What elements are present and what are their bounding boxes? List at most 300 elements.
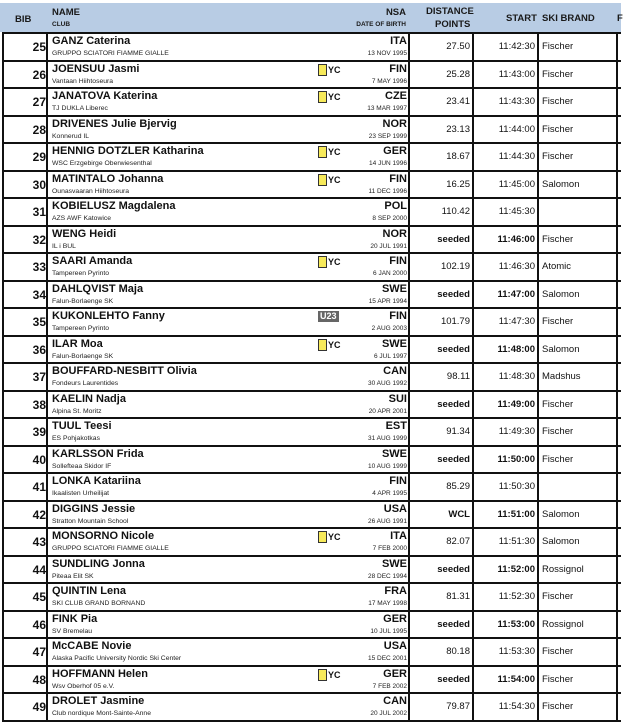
bib-number: 25	[32, 40, 46, 54]
athlete-nsa: GER	[383, 667, 407, 680]
column-divider	[472, 89, 474, 115]
badge-label: YC	[328, 64, 341, 75]
column-divider	[537, 529, 539, 555]
column-divider	[408, 309, 410, 335]
column-divider	[472, 172, 474, 198]
column-divider	[46, 447, 48, 473]
header-ski-brand: SKI BRAND	[542, 13, 595, 24]
bib-number: 44	[32, 562, 46, 577]
distance-points: 18.67	[446, 151, 470, 162]
bib-number: 37	[32, 370, 46, 384]
athlete-club: Vantaan Hiihtoseura	[52, 77, 114, 85]
badge-label: YC	[328, 532, 341, 542]
column-divider	[408, 392, 410, 418]
table-row	[2, 694, 621, 722]
column-divider	[472, 447, 474, 473]
athlete-club: GRUPPO SCIATORI FIAMME GIALLE	[52, 50, 169, 57]
athlete-club: Alpina St. Moritz	[52, 407, 102, 415]
athlete-nsa: ITA	[390, 530, 407, 542]
table-row	[2, 227, 621, 255]
table-row	[2, 172, 621, 200]
ski-brand: Fischer	[542, 453, 574, 465]
athlete-club: IL i BUL	[52, 242, 76, 250]
athlete-club: SV Bremelau	[52, 627, 93, 635]
ski-brand: Fischer	[542, 68, 574, 80]
column-divider	[537, 447, 539, 473]
start-time: 11:47:30	[498, 316, 535, 327]
column-divider	[616, 34, 618, 60]
athlete-club: WSC Erzgebirge Oberwiesenthal	[52, 160, 152, 167]
column-divider	[46, 557, 48, 583]
bib-number: 43	[32, 535, 46, 549]
athlete-club: ES Pohjakotkas	[52, 435, 100, 442]
column-divider	[472, 584, 474, 610]
athlete-dob: 23 SEP 1999	[368, 132, 407, 140]
start-time: 11:54:30	[498, 701, 535, 712]
column-divider	[46, 474, 48, 500]
column-divider	[472, 144, 474, 170]
distance-points: 85.29	[446, 481, 470, 492]
table-row	[2, 639, 621, 667]
athlete-club: Sollefteaa Skidor IF	[52, 462, 112, 470]
athlete-dob: 7 FEB 2000	[372, 545, 407, 552]
column-divider	[46, 529, 48, 555]
athlete-nsa: EST	[385, 420, 407, 432]
distance-points: seeded	[437, 233, 470, 245]
athlete-name: MONSORNO Nicole	[52, 530, 155, 542]
header-name: NAME	[52, 7, 80, 18]
athlete-nsa: SWE	[381, 282, 407, 295]
athlete-nsa: ITA	[390, 35, 407, 47]
column-divider	[616, 337, 618, 363]
start-time: 11:50:00	[497, 453, 535, 465]
distance-points: 102.19	[440, 261, 470, 272]
column-divider	[537, 62, 539, 88]
yc-badge	[318, 531, 341, 543]
table-row	[2, 309, 621, 337]
athlete-club: Alaska Pacific University Nordic Ski Center	[52, 655, 182, 662]
column-divider	[472, 62, 474, 88]
ski-brand: Salomon	[542, 343, 580, 355]
athlete-dob: 31 AUG 1999	[367, 435, 407, 442]
yc-badge	[318, 339, 341, 351]
column-divider	[472, 199, 474, 225]
bib-number: 41	[32, 480, 46, 494]
athlete-club: Wsv Oberhof 05 e.V.	[52, 682, 115, 690]
athlete-dob: 17 MAY 1998	[368, 600, 407, 607]
yc-square-icon	[318, 339, 327, 351]
athlete-club: Club nordique Mont-Sainte-Anne	[52, 710, 151, 717]
yc-square-icon	[318, 91, 327, 103]
athlete-club: GRUPPO SCIATORI FIAMME GIALLE	[52, 545, 169, 552]
athlete-nsa: NOR	[382, 227, 407, 240]
column-divider	[616, 447, 618, 473]
bib-number: 39	[32, 425, 46, 439]
column-divider	[408, 227, 410, 253]
column-divider	[472, 529, 474, 555]
column-divider	[408, 144, 410, 170]
column-divider	[537, 282, 539, 308]
athlete-dob: 26 AUG 1991	[367, 517, 407, 525]
athlete-club: Falun-Borlaenge SK	[52, 297, 114, 305]
table-row	[2, 557, 621, 585]
yc-badge	[318, 669, 341, 681]
start-time: 11:48:30	[498, 371, 535, 382]
athlete-dob: 7 FEB 2002	[372, 682, 407, 690]
athlete-club: Ikaalisten Urheilijat	[52, 490, 110, 497]
bib-number: 38	[32, 397, 46, 412]
header-distance: DISTANCE	[426, 6, 474, 17]
athlete-club: Stratton Mountain School	[52, 517, 129, 525]
athlete-name: DROLET Jasmine	[52, 695, 145, 707]
yc-square-icon	[318, 531, 327, 543]
column-divider	[616, 502, 618, 528]
bib-number: 32	[32, 232, 46, 247]
column-divider	[616, 557, 618, 583]
column-divider	[408, 639, 410, 665]
column-divider	[616, 227, 618, 253]
ski-brand: Salomon	[542, 288, 580, 300]
badge-label: YC	[328, 339, 341, 350]
ski-brand: Salomon	[542, 178, 580, 190]
ski-brand: Salomon	[542, 508, 580, 520]
table-row	[2, 392, 621, 420]
ski-brand: Atomic	[542, 261, 572, 272]
column-divider	[537, 117, 539, 143]
column-divider	[537, 639, 539, 665]
bib-number: 27	[32, 95, 46, 109]
table-row	[2, 34, 621, 62]
column-divider	[408, 117, 410, 143]
column-divider	[616, 584, 618, 610]
athlete-dob: 13 MAR 1997	[367, 105, 407, 112]
yc-badge	[318, 174, 341, 186]
start-time: 11:48:00	[497, 343, 535, 355]
column-divider	[616, 667, 618, 693]
table-row	[2, 584, 621, 612]
column-divider	[537, 254, 539, 280]
yc-badge	[318, 146, 341, 158]
column-divider	[616, 117, 618, 143]
athlete-name: DRIVENES Julie Bjervig	[52, 117, 177, 130]
start-time: 11:50:30	[498, 481, 535, 492]
table-row	[2, 144, 621, 172]
column-divider	[537, 557, 539, 583]
ski-brand: Fischer	[542, 123, 574, 135]
column-divider	[408, 584, 410, 610]
column-divider	[616, 282, 618, 308]
athlete-nsa: CAN	[383, 695, 407, 707]
badge-label: YC	[328, 257, 341, 267]
column-divider	[408, 474, 410, 500]
header-dob: DATE OF BIRTH	[356, 21, 406, 28]
athlete-dob: 28 DEC 1994	[367, 572, 407, 580]
athlete-nsa: CAN	[383, 365, 407, 377]
athlete-dob: 7 MAY 1996	[371, 77, 407, 85]
column-divider	[46, 89, 48, 115]
table-row	[2, 419, 621, 447]
ski-brand: Rossignol	[542, 618, 584, 630]
athlete-name: FINK Pia	[52, 612, 98, 625]
start-time: 11:47:00	[497, 288, 535, 300]
yc-square-icon	[318, 146, 327, 158]
athlete-club: SKI CLUB GRAND BORNAND	[52, 600, 146, 607]
ski-brand: Fischer	[542, 233, 574, 245]
ski-brand: Fischer	[542, 316, 574, 327]
athlete-nsa: CZE	[385, 90, 407, 102]
column-divider	[472, 364, 474, 390]
bib-number: 29	[32, 150, 46, 164]
column-divider	[616, 309, 618, 335]
athlete-name: ILAR Moa	[52, 337, 103, 350]
athlete-nsa: FIN	[389, 62, 407, 75]
athlete-dob: 20 JUL 2002	[370, 710, 407, 717]
column-divider	[408, 694, 410, 720]
athlete-club: Falun-Borlaenge SK	[52, 352, 114, 360]
athlete-club: Fondeurs Laurentides	[52, 380, 119, 387]
ski-brand: Fischer	[542, 41, 574, 52]
athlete-dob: 4 APR 1995	[372, 490, 407, 497]
athlete-name: DAHLQVIST Maja	[52, 282, 144, 295]
bib-number: 40	[32, 452, 46, 467]
table-row	[2, 529, 621, 557]
column-divider	[46, 502, 48, 528]
table-row	[2, 364, 621, 392]
column-divider	[472, 639, 474, 665]
bib-number: 46	[32, 617, 46, 632]
athlete-club: Tampereen Pyrinto	[52, 325, 110, 332]
athlete-dob: 20 JUL 1991	[370, 242, 407, 250]
table-row	[2, 282, 621, 310]
table-row	[2, 337, 621, 365]
column-divider	[408, 502, 410, 528]
athlete-name: WENG Heidi	[52, 227, 117, 240]
column-divider	[537, 144, 539, 170]
athlete-name: McCABE Novie	[52, 640, 132, 652]
distance-points: seeded	[437, 398, 470, 410]
ski-brand: Madshus	[542, 371, 581, 382]
start-time: 11:52:00	[497, 563, 535, 575]
table-header	[0, 3, 621, 32]
athlete-dob: 11 DEC 1996	[368, 187, 407, 195]
athlete-name: KUKONLEHTO Fanny	[52, 310, 165, 322]
distance-points: 23.13	[446, 123, 470, 135]
column-divider	[616, 419, 618, 445]
athlete-nsa: POL	[384, 200, 407, 212]
athlete-dob: 20 APR 2001	[368, 407, 407, 415]
column-divider	[408, 667, 410, 693]
column-divider	[46, 667, 48, 693]
column-divider	[46, 282, 48, 308]
athlete-name: GANZ Caterina	[52, 35, 131, 47]
column-divider	[616, 172, 618, 198]
bib-number: 30	[32, 177, 46, 192]
athlete-nsa: USA	[383, 502, 407, 515]
athlete-name: JANATOVA Katerina	[52, 90, 158, 102]
distance-points: 81.31	[446, 591, 470, 602]
column-divider	[408, 199, 410, 225]
column-divider	[46, 144, 48, 170]
column-divider	[537, 584, 539, 610]
bib-number: 47	[32, 645, 46, 659]
column-divider	[472, 694, 474, 720]
bib-number: 34	[32, 287, 46, 302]
athlete-name: HENNIG DOTZLER Katharina	[52, 145, 204, 157]
athlete-nsa: SWE	[381, 337, 407, 350]
athlete-dob: 8 SEP 2000	[372, 215, 407, 222]
yc-square-icon	[318, 256, 327, 268]
start-time: 11:49:30	[498, 426, 535, 437]
distance-points: 27.50	[446, 41, 470, 52]
column-divider	[46, 227, 48, 253]
athlete-dob: 6 JAN 2000	[373, 270, 407, 277]
column-divider	[616, 474, 618, 500]
distance-points: seeded	[437, 288, 470, 300]
distance-points: 79.87	[446, 701, 470, 712]
column-divider	[537, 419, 539, 445]
athlete-name: MATINTALO Johanna	[52, 172, 164, 185]
column-divider	[408, 557, 410, 583]
ski-brand: Fischer	[542, 151, 574, 162]
column-divider	[46, 584, 48, 610]
table-row	[2, 447, 621, 475]
athlete-name: KARLSSON Frida	[52, 447, 144, 460]
athlete-nsa: FIN	[389, 310, 407, 322]
bib-number: 33	[32, 260, 46, 274]
athlete-nsa: FIN	[389, 172, 407, 185]
bib-number: 49	[32, 700, 46, 714]
header-points: POINTS	[435, 19, 471, 30]
column-divider	[537, 364, 539, 390]
header-start: START	[506, 13, 537, 24]
athlete-dob: 15 APR 1994	[368, 297, 407, 305]
distance-points: 98.11	[446, 371, 470, 382]
column-divider	[472, 612, 474, 638]
header-club: CLUB	[52, 21, 71, 28]
athlete-club: AZS AWF Katowice	[52, 215, 112, 222]
header-cutoff: F	[617, 13, 623, 24]
distance-points: seeded	[437, 618, 470, 630]
bib-number: 26	[32, 67, 46, 82]
bib-number: 35	[32, 315, 46, 329]
column-divider	[408, 447, 410, 473]
badge-label: YC	[328, 147, 341, 157]
column-divider	[46, 419, 48, 445]
column-divider	[408, 172, 410, 198]
distance-points: 110.42	[441, 206, 470, 217]
column-divider	[46, 612, 48, 638]
ski-brand: Fischer	[542, 426, 574, 437]
column-divider	[46, 694, 48, 720]
column-divider	[537, 227, 539, 253]
athlete-name: LONKA Katariina	[52, 475, 141, 487]
distance-points: 25.28	[446, 68, 470, 80]
column-divider	[46, 392, 48, 418]
start-list-table	[2, 32, 621, 722]
athlete-name: SAARI Amanda	[52, 255, 133, 267]
start-time: 11:44:00	[498, 123, 535, 135]
athlete-club: Tampereen Pyrinto	[52, 270, 110, 277]
column-divider	[472, 117, 474, 143]
athlete-dob: 13 NOV 1995	[367, 50, 407, 57]
start-time: 11:54:00	[497, 673, 535, 685]
column-divider	[472, 282, 474, 308]
athlete-dob: 6 JUL 1997	[373, 352, 407, 360]
table-row	[2, 199, 621, 227]
column-divider	[408, 89, 410, 115]
athlete-club: TJ DUKLA Liberec	[52, 105, 108, 112]
table-row	[2, 62, 621, 90]
column-divider	[616, 392, 618, 418]
start-time: 11:43:30	[498, 96, 535, 107]
yc-badge	[318, 91, 341, 103]
start-time: 11:52:30	[498, 591, 535, 602]
column-divider	[408, 34, 410, 60]
start-time: 11:42:30	[498, 41, 535, 52]
ski-brand: Fischer	[542, 646, 574, 657]
athlete-name: TUUL Teesi	[52, 420, 112, 432]
athlete-name: BOUFFARD-NESBITT Olivia	[52, 365, 197, 377]
column-divider	[46, 337, 48, 363]
column-divider	[537, 694, 539, 720]
start-time: 11:45:00	[498, 178, 535, 190]
athlete-dob: 2 AUG 2003	[371, 325, 407, 332]
column-divider	[472, 557, 474, 583]
start-time: 11:46:30	[498, 261, 535, 272]
bib-number: 31	[32, 205, 46, 219]
column-divider	[537, 337, 539, 363]
bib-number: 48	[32, 672, 46, 687]
distance-points: 101.79	[440, 316, 470, 327]
yc-badge	[318, 256, 341, 268]
column-divider	[537, 502, 539, 528]
column-divider	[46, 364, 48, 390]
header-bib: BIB	[15, 14, 32, 25]
athlete-club: Ounasvaaran Hiihtoseura	[52, 187, 130, 195]
column-divider	[46, 254, 48, 280]
column-divider	[616, 199, 618, 225]
athlete-nsa: NOR	[382, 117, 407, 130]
column-divider	[472, 34, 474, 60]
athlete-name: HOFFMANN Helen	[52, 667, 148, 680]
column-divider	[408, 612, 410, 638]
athlete-nsa: SWE	[381, 447, 407, 460]
column-divider	[472, 254, 474, 280]
column-divider	[408, 62, 410, 88]
column-divider	[616, 529, 618, 555]
column-divider	[472, 419, 474, 445]
table-row	[2, 117, 621, 145]
column-divider	[616, 694, 618, 720]
start-time: 11:53:30	[498, 646, 535, 657]
ski-brand: Fischer	[542, 673, 574, 685]
ski-brand: Rossignol	[542, 563, 584, 575]
athlete-club: Konnerud IL	[52, 132, 90, 140]
column-divider	[472, 227, 474, 253]
start-time: 11:49:00	[497, 398, 535, 410]
athlete-dob: 15 DEC 2001	[367, 655, 407, 662]
column-divider	[537, 309, 539, 335]
start-time: 11:46:00	[497, 233, 535, 245]
bib-number: 28	[32, 122, 46, 137]
column-divider	[408, 529, 410, 555]
yc-square-icon	[318, 174, 327, 186]
table-row	[2, 89, 621, 117]
column-divider	[616, 612, 618, 638]
column-divider	[408, 282, 410, 308]
distance-points: 82.07	[446, 536, 470, 547]
bib-number: 42	[32, 507, 46, 522]
